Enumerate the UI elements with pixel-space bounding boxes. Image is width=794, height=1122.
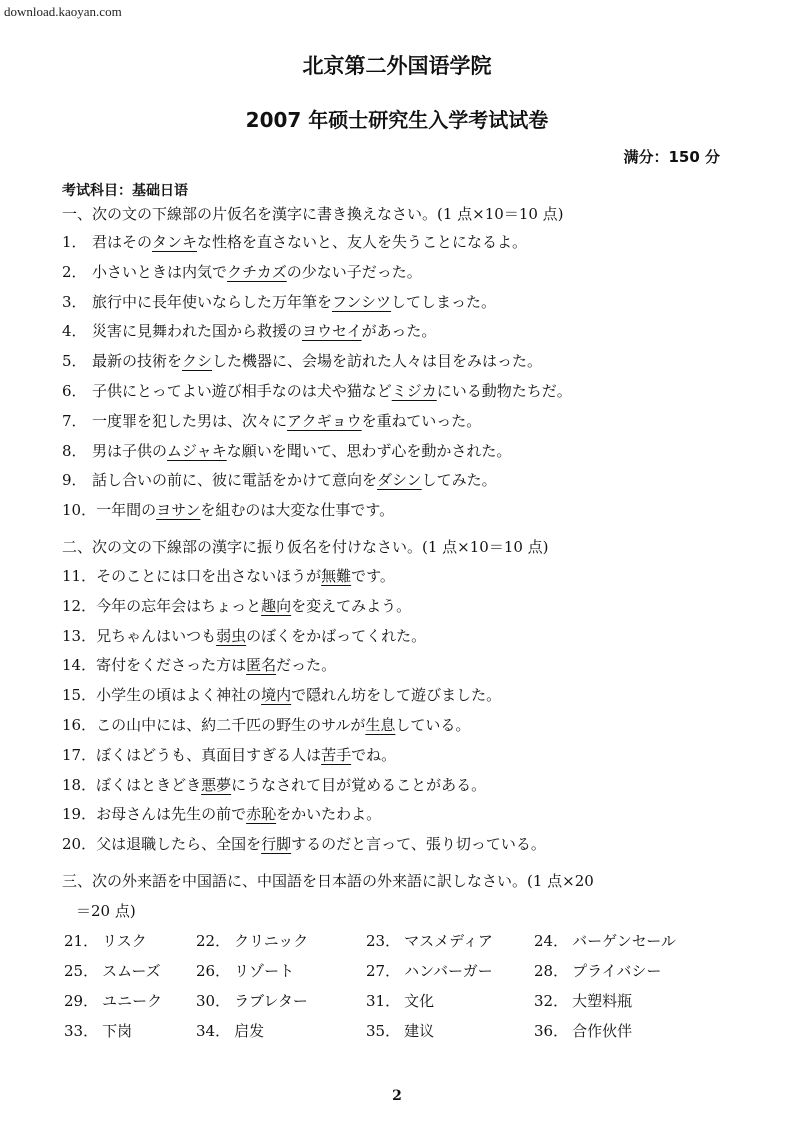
vocab-number: 35． xyxy=(366,1022,401,1040)
question-text: な願いを聞いて、思わず心を動かされた。 xyxy=(226,441,512,460)
vocab-item xyxy=(534,990,632,1011)
question-text: を組むのは大変な仕事です。 xyxy=(200,501,395,520)
underlined-word: 趣向 xyxy=(261,596,292,615)
vocab-word: バーゲンセール xyxy=(572,932,676,950)
vocab-item xyxy=(64,960,161,981)
question-text: の少ない子だった。 xyxy=(286,262,422,281)
question-number: 3． xyxy=(62,292,87,311)
question-item xyxy=(62,684,501,705)
question-text: 子供にとってよい遊び相手なのは犬や猫など xyxy=(92,382,392,400)
vocab-item xyxy=(366,930,493,951)
question-text: にうなされて目が覚めることがある。 xyxy=(231,775,487,794)
question-item xyxy=(62,565,395,586)
vocab-item xyxy=(64,930,147,951)
vocab-number: 23． xyxy=(366,932,401,950)
question-item xyxy=(62,291,496,312)
question-text: してみた。 xyxy=(421,471,497,490)
question-number: 15． xyxy=(62,686,97,705)
question-text: そのことには口を出さないほうが xyxy=(96,567,322,585)
vocab-number: 32． xyxy=(534,992,569,1010)
underlined-word: 匿名 xyxy=(246,656,277,675)
question-item xyxy=(62,261,422,282)
question-number: 12． xyxy=(62,596,97,615)
question-text: 話し合いの前に、彼に電話をかけて意向を xyxy=(92,471,378,490)
vocab-item xyxy=(196,1020,264,1041)
vocab-item xyxy=(196,960,294,981)
question-item xyxy=(62,469,497,490)
vocab-item xyxy=(366,990,434,1011)
section3-instruction-cont: ＝20 点) xyxy=(76,902,136,920)
question-item xyxy=(62,410,481,431)
question-text: 兄ちゃんはいつも xyxy=(96,626,217,645)
question-item xyxy=(62,380,572,401)
question-text: ぼくはどうも、真面目すぎる人は xyxy=(96,745,322,764)
question-item xyxy=(62,231,527,252)
question-number: 6． xyxy=(62,382,87,400)
question-item xyxy=(62,440,511,461)
vocab-word: 大塑料瓶 xyxy=(572,992,633,1010)
question-text: した機器に、会場を訪れた人々は目をみはった。 xyxy=(212,352,543,371)
vocab-word: ラブレター xyxy=(234,992,308,1010)
underlined-word: ヨサン xyxy=(156,501,201,520)
question-item xyxy=(62,350,542,371)
question-text: 一年間の xyxy=(96,501,157,520)
underlined-word: 無難 xyxy=(321,567,352,585)
vocab-word: ハンバーガー xyxy=(404,962,493,980)
question-item xyxy=(62,320,436,341)
underlined-word: ダシン xyxy=(377,471,422,490)
vocab-number: 21． xyxy=(64,932,99,950)
question-item xyxy=(62,774,486,795)
underlined-word: クシ xyxy=(182,352,213,371)
question-text: 寄付をくださった方は xyxy=(96,656,247,675)
underlined-word: 弱虫 xyxy=(216,626,247,645)
question-text: があった。 xyxy=(361,322,437,341)
vocab-item xyxy=(534,930,676,951)
question-text: ぼくはときどき xyxy=(96,775,202,794)
underlined-word: タンキ xyxy=(152,233,198,251)
question-text: にいる動物たちだ。 xyxy=(436,382,572,400)
vocab-word: 合作伙伴 xyxy=(572,1022,633,1040)
underlined-word: クチカズ xyxy=(227,262,287,281)
question-text: 男は子供の xyxy=(92,441,168,460)
question-number: 10． xyxy=(62,501,97,520)
vocab-word: 文化 xyxy=(404,992,435,1010)
vocab-number: 36． xyxy=(534,1022,569,1040)
underlined-word: アクギョウ xyxy=(287,411,362,430)
question-text: お母さんは先生の前で xyxy=(96,805,247,824)
question-text: をかいたわよ。 xyxy=(276,805,382,824)
vocab-number: 22． xyxy=(196,932,231,950)
school-name: 北京第二外国语学院 xyxy=(302,54,492,78)
question-text: 君はその xyxy=(92,233,153,251)
question-item xyxy=(62,595,411,616)
exam-subject: 考试科目：基础日语 xyxy=(62,183,188,199)
vocab-number: 25． xyxy=(64,962,99,980)
vocab-number: 29． xyxy=(64,992,99,1010)
vocab-word: 建议 xyxy=(404,1022,435,1040)
underlined-word: ヨウセイ xyxy=(302,322,362,341)
section2-instruction: 二、次の文の下線部の漢字に振り仮名を付けなさい。(1 点×10＝10 点) xyxy=(62,538,549,556)
question-number: 19． xyxy=(62,805,97,824)
question-text: 小学生の頃はよく神社の xyxy=(96,686,262,705)
question-item xyxy=(62,833,546,854)
question-text: のぼくをかばってくれた。 xyxy=(246,626,427,645)
vocab-word: プライバシー xyxy=(572,962,662,980)
underlined-word: 赤恥 xyxy=(246,805,277,824)
underlined-word: 悪夢 xyxy=(201,775,232,794)
question-item xyxy=(62,803,381,824)
vocab-item xyxy=(534,1020,632,1041)
question-number: 1． xyxy=(62,233,87,251)
question-text: を変えてみよう。 xyxy=(291,596,412,615)
vocab-word: リゾート xyxy=(234,962,295,980)
question-number: 9． xyxy=(62,471,87,490)
question-text: だった。 xyxy=(276,656,337,675)
vocab-number: 33． xyxy=(64,1022,99,1040)
vocab-item xyxy=(196,990,308,1011)
vocab-word: 下岗 xyxy=(102,1022,133,1040)
question-text: してしまった。 xyxy=(391,292,497,311)
vocab-word: クリニック xyxy=(234,932,309,950)
underlined-word: 生息 xyxy=(365,716,396,734)
question-text: でね。 xyxy=(351,745,397,764)
question-text: 旅行中に長年使いならした万年筆を xyxy=(92,292,333,311)
section3-instruction: 三、次の外来語を中国語に、中国語を日本語の外来語に訳しなさい。(1 点×20 xyxy=(62,872,594,890)
vocab-item xyxy=(64,990,162,1011)
vocab-number: 28． xyxy=(534,962,569,980)
question-item xyxy=(62,714,470,735)
vocab-number: 27． xyxy=(366,962,401,980)
vocab-word: 启发 xyxy=(234,1022,265,1040)
question-text: を重ねていった。 xyxy=(361,411,482,430)
underlined-word: フンシツ xyxy=(332,292,392,311)
vocab-item xyxy=(64,1020,132,1041)
vocab-number: 30． xyxy=(196,992,231,1010)
question-number: 13． xyxy=(62,626,97,645)
question-item xyxy=(62,654,336,675)
vocab-word: ユニーク xyxy=(102,992,163,1010)
question-text: この山中には、約二千匹の野生のサルが xyxy=(96,716,366,734)
question-number: 20． xyxy=(62,835,97,854)
vocab-number: 31． xyxy=(366,992,401,1010)
watermark-text: download.kaoyan.com xyxy=(4,4,122,19)
vocab-number: 26． xyxy=(196,962,231,980)
vocab-item xyxy=(366,960,493,981)
question-text: 最新の技術を xyxy=(92,352,183,371)
question-text: です。 xyxy=(351,567,395,585)
section1-instruction: 一、次の文の下線部の片仮名を漢字に書き換えなさい。(1 点×10＝10 点) xyxy=(62,205,564,223)
underlined-word: 境内 xyxy=(261,686,292,705)
question-number: 17． xyxy=(62,745,97,764)
question-text: な性格を直さないと、友人を失うことになるよ。 xyxy=(197,233,528,251)
question-text: 小さいときは内気で xyxy=(92,262,228,281)
question-number: 8． xyxy=(62,441,87,460)
question-text: 今年の忘年会はちょっと xyxy=(96,596,262,615)
question-number: 2． xyxy=(62,262,87,281)
underlined-word: ムジャキ xyxy=(167,441,227,460)
question-text: 災害に見舞われた国から救援の xyxy=(92,322,303,341)
question-number: 5． xyxy=(62,352,87,371)
vocab-word: スムーズ xyxy=(102,962,161,980)
underlined-word: ミジカ xyxy=(391,382,437,400)
underlined-word: 苦手 xyxy=(321,745,352,764)
exam-title: 2007 年硕士研究生入学考试试卷 xyxy=(245,108,549,132)
vocab-item xyxy=(366,1020,434,1041)
vocab-item xyxy=(534,960,661,981)
question-text: 一度罪を犯した男は、次々に xyxy=(92,411,288,430)
underlined-word: 行脚 xyxy=(261,835,292,854)
question-item xyxy=(62,499,394,520)
question-text: するのだと言って、張り切っている。 xyxy=(291,835,546,854)
vocab-item xyxy=(196,930,308,951)
question-item xyxy=(62,625,426,646)
question-number: 14． xyxy=(62,656,97,675)
total-score: 满分：150 分 xyxy=(623,148,720,166)
question-text: している。 xyxy=(395,716,471,734)
question-number: 16． xyxy=(62,716,97,734)
question-item xyxy=(62,744,396,765)
vocab-word: リスク xyxy=(102,932,147,950)
question-text: 父は退職したら、全国を xyxy=(96,835,262,854)
vocab-number: 34． xyxy=(196,1022,231,1040)
vocab-number: 24． xyxy=(534,932,569,950)
vocab-word: マスメディア xyxy=(404,932,493,950)
question-number: 4． xyxy=(62,322,87,341)
question-number: 18． xyxy=(62,775,97,794)
question-text: で隠れん坊をして遊びました。 xyxy=(291,686,502,705)
question-number: 7． xyxy=(62,411,87,430)
page-number: 2 xyxy=(392,1088,402,1104)
question-number: 11． xyxy=(62,567,97,585)
